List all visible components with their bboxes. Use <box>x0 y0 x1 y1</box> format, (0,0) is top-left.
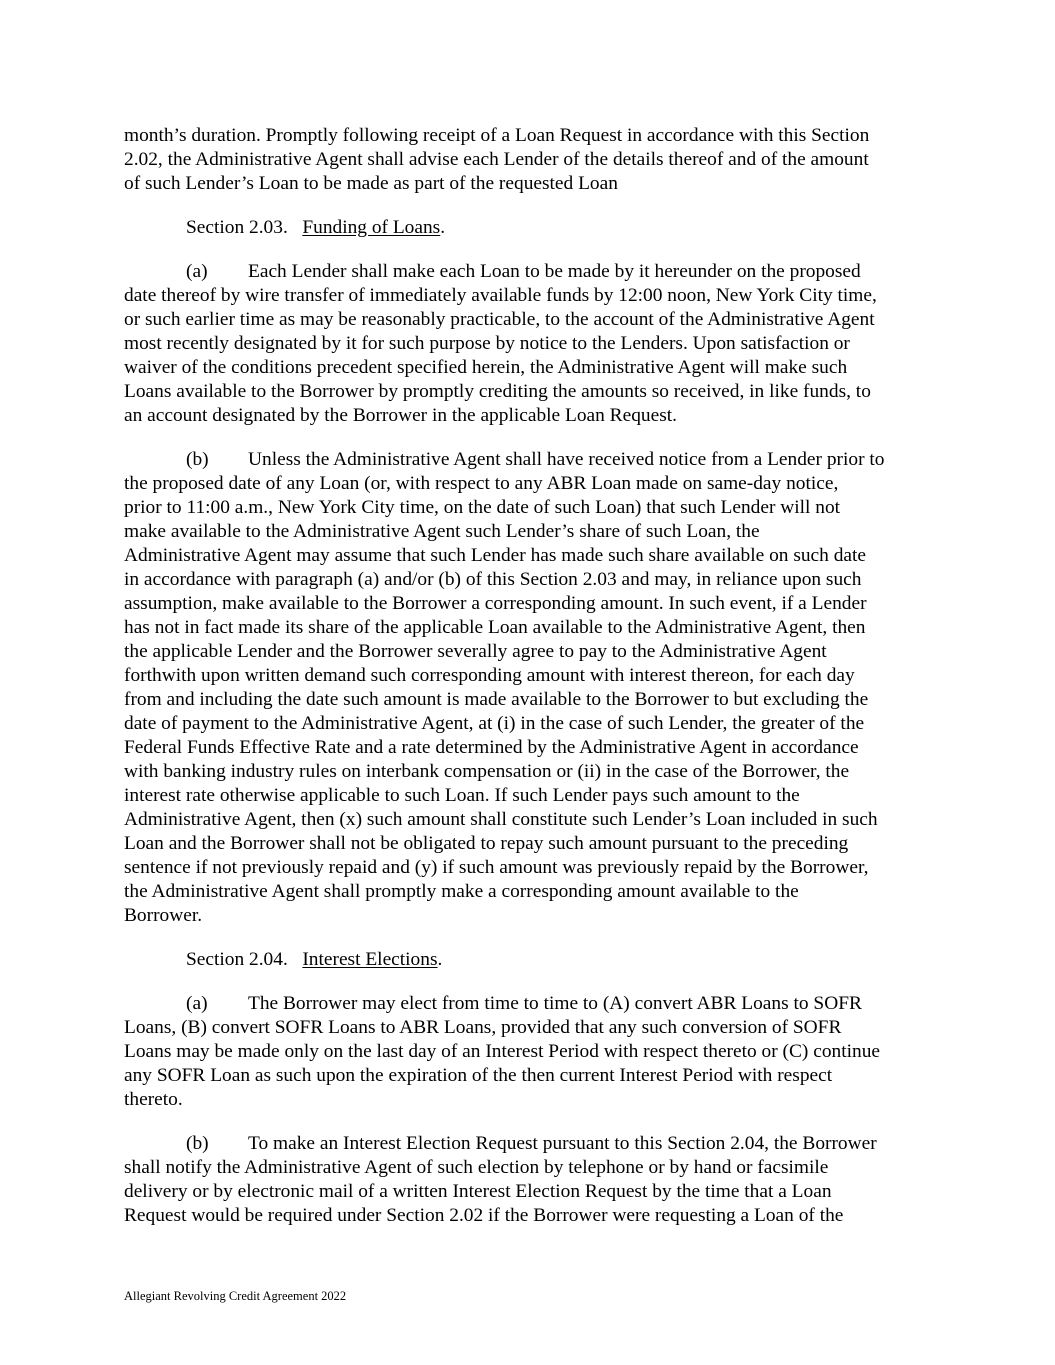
section-2-04-a-body: Loans, (B) convert SOFR Loans to ABR Loans, provided that any such conversion of SOFR Loans may be made only on the last day of an Interest Period with respect thereto or (C) continue any SOFR Loan as such upon the expiration of the then current Interest Period with respect thereto. <box>124 1017 881 1110</box>
section-2-04-b-body: shall notify the Administrative Agent of such election by telephone or by hand or facsimile delivery or by electronic mail of a written Interest Election Request by the time that a Loan Request would be required under Section 2.02 if the Borrower were requesting a Loan of the <box>124 1157 844 1226</box>
section-2-04-b-paragraph <box>124 1132 944 1228</box>
section-2-03-a-label: (a) <box>186 261 208 282</box>
section-2-04-b-label: (b) <box>186 1133 209 1154</box>
section-2-03-b-body: the proposed date of any Loan (or, with respect to any ABR Loan made on same-day notice, prior to 11:00 a.m., New York City time, on the date of such Loan) that such Lender will not make available to the Administrative Agent such Lender’s share of such Loan, the Administrative Agent may assume that such Lender has made such share available on such date in accordance with paragraph (a) and/or (b) of this Section 2.03 and may, in reliance upon such assumption, make available to the Borrower a corresponding amount. In such event, if a Lender has not in fact made its share of the applicable Loan available to the Administrative Agent, then the applicable Lender and the Borrower severally agree to pay to the Administrative Agent forthwith upon written demand such corresponding amount with interest thereon, for each day from and including the date such amount is made available to the Borrower to but excluding the date of payment to the Administrative Agent, at (i) in the case of such Lender, the greater of the Federal Funds Effective Rate and a rate determined by the Administrative Agent in accordance with banking industry rules on interbank compensation or (ii) in the case of the Borrower, the interest rate otherwise applicable to such Loan. If such Lender pays such amount to the Administrative Agent, then (x) such amount shall constitute such Lender’s Loan included in such Loan and the Borrower shall not be obligated to repay such amount pursuant to the preceding sentence if not previously repaid and (y) if such amount was previously repaid by the Borrower, the Administrative Agent shall promptly make a corresponding amount available to the Borrower. <box>124 473 878 926</box>
section-2-03-title: Funding of Loans <box>302 217 441 238</box>
section-2-04-title: Interest Elections <box>302 949 438 970</box>
section-2-03-a-paragraph <box>124 260 944 428</box>
section-2-04-number: Section 2.04. <box>186 949 288 970</box>
section-2-03-b-first-line: Unless the Administrative Agent shall have received notice from a Lender prior to <box>248 449 885 470</box>
section-2-03-number: Section 2.03. <box>186 217 288 238</box>
page-footer: Allegiant Revolving Credit Agreement 2022 <box>124 1289 347 1303</box>
section-2-04-a-label: (a) <box>186 993 208 1014</box>
document-page <box>124 124 944 1228</box>
section-2-03-a-body: date thereof by wire transfer of immediately available funds by 12:00 noon, New York City time, or such earlier time as may be reasonably practicable, to the account of the Administrative Agent most recently designated by it for such purpose by notice to the Lenders. Upon satisfaction or waiver of the conditions precedent specified herein, the Administrative Agent will make such Loans available to the Borrower by promptly crediting the amounts so received, in like funds, to an account designated by the Borrower in the applicable Loan Request. <box>124 285 877 426</box>
section-2-03-b-label: (b) <box>186 449 209 470</box>
section-2-03-a-first-line: Each Lender shall make each Loan to be made by it hereunder on the proposed <box>248 261 861 282</box>
intro-paragraph: month’s duration. Promptly following receipt of a Loan Request in accordance with this Section 2.02, the Administrative Agent shall advise each Lender of the details thereof and of the amount of such Lender’s Loan to be made as part of the requested Loan <box>124 125 870 194</box>
section-2-03-b-paragraph <box>124 448 944 928</box>
section-2-03-heading: Section 2.03. Funding of Loans. <box>186 217 446 238</box>
section-2-04-b-first-line: To make an Interest Election Request pursuant to this Section 2.04, the Borrower <box>248 1133 877 1154</box>
section-2-04-a-first-line: The Borrower may elect from time to time to (A) convert ABR Loans to SOFR <box>248 993 862 1014</box>
section-2-04-heading: Section 2.04. Interest Elections. <box>186 949 443 970</box>
section-2-04-a-paragraph <box>124 992 944 1112</box>
